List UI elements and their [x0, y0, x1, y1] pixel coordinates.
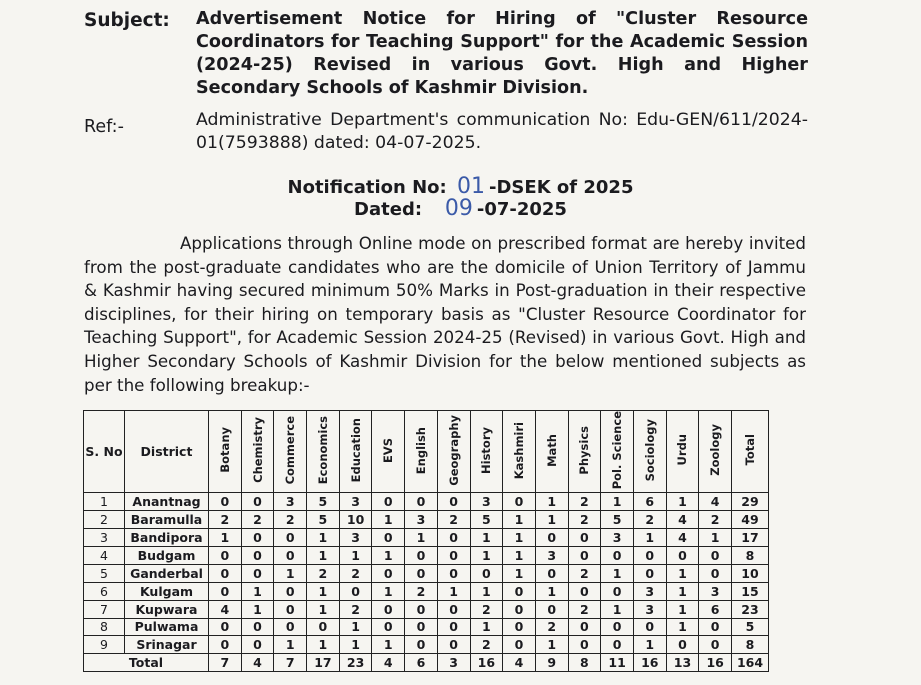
total-value-cell: 16	[633, 654, 666, 672]
row-sno: 2	[84, 511, 125, 529]
row-sno: 5	[84, 564, 125, 582]
row-value-cell: 6	[699, 600, 732, 618]
row-value-cell: 0	[503, 493, 536, 511]
total-value-cell: 4	[503, 654, 536, 672]
table-row	[84, 618, 769, 636]
row-total-cell: 8	[732, 636, 769, 654]
row-value-cell: 1	[437, 582, 470, 600]
total-label: Total	[84, 654, 209, 672]
total-value-cell: 3	[437, 654, 470, 672]
row-value-cell: 0	[601, 582, 634, 600]
row-value-cell: 0	[209, 564, 242, 582]
notification-dated-handwritten: 09	[444, 196, 473, 221]
header-subject-label: Education	[348, 417, 363, 483]
row-value-cell: 0	[601, 636, 634, 654]
row-value-cell: 0	[633, 618, 666, 636]
row-value-cell: 1	[372, 582, 405, 600]
row-value-cell: 2	[241, 511, 274, 529]
row-value-cell: 3	[601, 529, 634, 547]
row-value-cell: 0	[274, 618, 307, 636]
row-value-cell: 4	[699, 493, 732, 511]
subject-breakup-table	[83, 410, 769, 672]
row-value-cell: 1	[601, 493, 634, 511]
row-value-cell: 2	[470, 600, 503, 618]
row-value-cell: 0	[209, 493, 242, 511]
row-value-cell: 1	[535, 511, 568, 529]
row-sno: 3	[84, 529, 125, 547]
header-subject	[274, 411, 307, 493]
header-subject	[503, 411, 536, 493]
header-subject	[339, 411, 372, 493]
notification-no-handwritten: 01	[457, 174, 486, 199]
row-value-cell: 2	[568, 511, 601, 529]
header-subject-label: Kashmiri	[512, 421, 527, 479]
row-value-cell: 0	[209, 618, 242, 636]
header-subject-label: Botany	[217, 427, 232, 473]
row-total-cell: 15	[732, 582, 769, 600]
row-value-cell: 0	[699, 564, 732, 582]
row-value-cell: 0	[241, 618, 274, 636]
row-value-cell: 1	[601, 564, 634, 582]
row-value-cell: 1	[405, 529, 438, 547]
header-subject-label: English	[413, 426, 428, 474]
row-value-cell: 0	[405, 636, 438, 654]
row-value-cell: 0	[241, 493, 274, 511]
row-value-cell: 0	[699, 546, 732, 564]
table-row	[84, 511, 769, 529]
row-value-cell: 4	[209, 600, 242, 618]
row-value-cell: 0	[666, 636, 699, 654]
row-value-cell: 2	[307, 564, 340, 582]
row-value-cell: 0	[568, 582, 601, 600]
row-value-cell: 2	[437, 511, 470, 529]
row-value-cell: 0	[437, 529, 470, 547]
row-value-cell: 1	[339, 636, 372, 654]
header-subject-label: Sociology	[642, 418, 657, 482]
table-row	[84, 636, 769, 654]
notification-dated-prefix: Dated:	[354, 199, 423, 220]
row-value-cell: 1	[470, 546, 503, 564]
row-total-cell: 10	[732, 564, 769, 582]
row-value-cell: 3	[339, 529, 372, 547]
table-total-row	[84, 654, 769, 672]
row-value-cell: 0	[372, 529, 405, 547]
table-row	[84, 600, 769, 618]
row-value-cell: 10	[339, 511, 372, 529]
header-subject-label: EVS	[381, 437, 396, 463]
row-value-cell: 0	[437, 493, 470, 511]
header-subject	[699, 411, 732, 493]
row-value-cell: 0	[209, 546, 242, 564]
total-value-cell: 23	[339, 654, 372, 672]
row-value-cell: 0	[405, 600, 438, 618]
table-row	[84, 529, 769, 547]
row-value-cell: 1	[274, 564, 307, 582]
total-value-cell: 9	[535, 654, 568, 672]
row-value-cell: 0	[372, 564, 405, 582]
row-value-cell: 1	[503, 564, 536, 582]
row-value-cell: 1	[241, 600, 274, 618]
row-value-cell: 0	[633, 564, 666, 582]
total-value-cell: 4	[241, 654, 274, 672]
total-value-cell: 17	[307, 654, 340, 672]
header-subject-label: Urdu	[675, 434, 690, 466]
row-value-cell: 0	[307, 618, 340, 636]
row-total-cell: 49	[732, 511, 769, 529]
row-value-cell: 0	[339, 582, 372, 600]
table-row	[84, 582, 769, 600]
total-value-cell: 7	[274, 654, 307, 672]
reference-label: Ref:-	[84, 117, 124, 137]
row-value-cell: 4	[666, 511, 699, 529]
table-row	[84, 546, 769, 564]
row-value-cell: 1	[372, 546, 405, 564]
row-district: Baramulla	[125, 511, 209, 529]
body-paragraph	[84, 232, 806, 397]
row-value-cell: 1	[307, 529, 340, 547]
row-value-cell: 2	[339, 600, 372, 618]
row-value-cell: 1	[470, 618, 503, 636]
row-value-cell: 0	[372, 618, 405, 636]
row-value-cell: 0	[633, 546, 666, 564]
row-sno: 6	[84, 582, 125, 600]
header-subject	[437, 411, 470, 493]
row-district: Kulgam	[125, 582, 209, 600]
header-subject-label: Economics	[315, 416, 330, 485]
row-value-cell: 2	[405, 582, 438, 600]
row-value-cell: 3	[633, 582, 666, 600]
row-value-cell: 0	[241, 529, 274, 547]
row-value-cell: 1	[372, 511, 405, 529]
header-subject	[535, 411, 568, 493]
header-district: District	[125, 411, 209, 493]
row-value-cell: 1	[535, 493, 568, 511]
table-row	[84, 564, 769, 582]
row-value-cell: 0	[241, 546, 274, 564]
row-value-cell: 0	[209, 582, 242, 600]
row-value-cell: 0	[535, 564, 568, 582]
row-value-cell: 0	[470, 564, 503, 582]
notification-dated-suffix: -07-2025	[476, 199, 567, 220]
row-value-cell: 2	[535, 618, 568, 636]
row-value-cell: 2	[274, 511, 307, 529]
row-value-cell: 2	[633, 511, 666, 529]
row-value-cell: 0	[535, 600, 568, 618]
row-value-cell: 1	[339, 618, 372, 636]
row-value-cell: 0	[241, 636, 274, 654]
row-value-cell: 1	[666, 493, 699, 511]
total-value-cell: 16	[470, 654, 503, 672]
row-total-cell: 23	[732, 600, 769, 618]
header-subject	[307, 411, 340, 493]
row-value-cell: 0	[209, 636, 242, 654]
row-value-cell: 0	[601, 618, 634, 636]
row-value-cell: 1	[503, 529, 536, 547]
row-value-cell: 1	[633, 636, 666, 654]
row-value-cell: 3	[470, 493, 503, 511]
row-value-cell: 2	[699, 511, 732, 529]
total-value-cell: 13	[666, 654, 699, 672]
row-value-cell: 3	[699, 582, 732, 600]
row-value-cell: 0	[568, 618, 601, 636]
header-subject	[209, 411, 242, 493]
row-sno: 4	[84, 546, 125, 564]
header-subject-label: Zoology	[708, 424, 723, 476]
row-value-cell: 1	[372, 636, 405, 654]
row-total-cell: 17	[732, 529, 769, 547]
header-sno: S. No	[84, 411, 125, 493]
header-total-label: Total	[743, 434, 757, 466]
row-value-cell: 3	[405, 511, 438, 529]
row-value-cell: 1	[666, 582, 699, 600]
row-value-cell: 0	[437, 564, 470, 582]
total-value-cell: 4	[372, 654, 405, 672]
row-value-cell: 1	[209, 529, 242, 547]
row-value-cell: 3	[535, 546, 568, 564]
header-subject	[601, 411, 634, 493]
row-sno: 9	[84, 636, 125, 654]
row-value-cell: 3	[633, 600, 666, 618]
row-value-cell: 2	[470, 636, 503, 654]
total-value-cell: 11	[601, 654, 634, 672]
table-header-row	[84, 411, 769, 493]
row-value-cell: 1	[503, 511, 536, 529]
row-value-cell: 0	[241, 564, 274, 582]
header-subject-label: Chemistry	[250, 417, 265, 484]
row-value-cell: 1	[503, 546, 536, 564]
row-value-cell: 0	[699, 636, 732, 654]
row-district: Srinagar	[125, 636, 209, 654]
header-subject	[372, 411, 405, 493]
row-value-cell: 5	[307, 493, 340, 511]
row-value-cell: 0	[437, 618, 470, 636]
header-subject-label: History	[479, 426, 494, 474]
row-value-cell: 0	[437, 600, 470, 618]
total-value-cell: 16	[699, 654, 732, 672]
row-value-cell: 0	[405, 564, 438, 582]
header-total	[732, 411, 769, 493]
row-value-cell: 1	[535, 582, 568, 600]
row-value-cell: 5	[307, 511, 340, 529]
row-value-cell: 2	[568, 564, 601, 582]
row-sno: 7	[84, 600, 125, 618]
header-subject	[568, 411, 601, 493]
row-district: Budgam	[125, 546, 209, 564]
row-value-cell: 0	[274, 600, 307, 618]
row-value-cell: 0	[405, 618, 438, 636]
row-district: Anantnag	[125, 493, 209, 511]
row-value-cell: 4	[666, 529, 699, 547]
row-district: Bandipora	[125, 529, 209, 547]
row-value-cell: 0	[601, 546, 634, 564]
row-value-cell: 1	[339, 546, 372, 564]
notification-no-prefix: Notification No:	[287, 177, 447, 198]
row-value-cell: 1	[601, 600, 634, 618]
row-value-cell: 1	[699, 529, 732, 547]
row-value-cell: 1	[666, 618, 699, 636]
total-value-cell: 7	[209, 654, 242, 672]
row-value-cell: 1	[666, 564, 699, 582]
row-value-cell: 0	[274, 546, 307, 564]
table-body	[84, 493, 769, 672]
header-subject	[633, 411, 666, 493]
row-value-cell: 2	[568, 493, 601, 511]
row-value-cell: 0	[568, 546, 601, 564]
row-district: Kupwara	[125, 600, 209, 618]
header-subject-label: Geography	[446, 414, 461, 486]
row-sno: 1	[84, 493, 125, 511]
header-subject-label: Pol. Science	[610, 411, 625, 490]
row-value-cell: 0	[503, 582, 536, 600]
row-value-cell: 2	[339, 564, 372, 582]
header-subject	[405, 411, 438, 493]
subject-label: Subject:	[84, 10, 170, 31]
row-value-cell: 0	[666, 546, 699, 564]
row-value-cell: 0	[503, 636, 536, 654]
row-district: Ganderbal	[125, 564, 209, 582]
row-value-cell: 1	[307, 636, 340, 654]
header-subject-label: Math	[544, 433, 559, 467]
header-subject	[666, 411, 699, 493]
header-subject-label: Commerce	[283, 415, 298, 485]
row-value-cell: 0	[503, 618, 536, 636]
row-value-cell: 0	[372, 493, 405, 511]
body-paragraph-text: Applications through Online mode on prescribed format are hereby invited from the post-graduate candidates who are the domicile of Union Territory of Jammu & Kashmir having secured minimum 50% Marks in Post-graduation in their respective disciplines, for their hiring on temporary basis as "Cluster Resource Coordinator for Teaching Support", for Academic Session 2024-25 (Revised) in various Govt. High and Higher Secondary Schools of Kashmir Division for the below mentioned subjects as per the following breakup:-	[84, 233, 806, 395]
row-value-cell: 0	[535, 529, 568, 547]
row-value-cell: 0	[372, 600, 405, 618]
row-value-cell: 0	[437, 546, 470, 564]
row-total-cell: 5	[732, 618, 769, 636]
row-value-cell: 3	[274, 493, 307, 511]
row-value-cell: 0	[437, 636, 470, 654]
row-value-cell: 0	[274, 529, 307, 547]
row-value-cell: 0	[405, 493, 438, 511]
total-value-cell: 8	[568, 654, 601, 672]
row-value-cell: 1	[470, 529, 503, 547]
total-value-cell: 6	[405, 654, 438, 672]
row-value-cell: 1	[666, 600, 699, 618]
row-value-cell: 2	[209, 511, 242, 529]
row-value-cell: 5	[601, 511, 634, 529]
row-total-cell: 8	[732, 546, 769, 564]
row-value-cell: 3	[339, 493, 372, 511]
row-value-cell: 6	[633, 493, 666, 511]
row-value-cell: 1	[307, 600, 340, 618]
header-subject	[241, 411, 274, 493]
notification-no-suffix: -DSEK of 2025	[489, 177, 634, 198]
row-value-cell: 0	[699, 618, 732, 636]
table-row	[84, 493, 769, 511]
row-district: Pulwama	[125, 618, 209, 636]
row-value-cell: 0	[405, 546, 438, 564]
total-value-cell: 164	[732, 654, 769, 672]
row-value-cell: 2	[568, 600, 601, 618]
row-value-cell: 1	[633, 529, 666, 547]
row-value-cell: 0	[503, 600, 536, 618]
row-value-cell: 1	[274, 636, 307, 654]
header-subject-label: Physics	[577, 425, 592, 475]
row-sno: 8	[84, 618, 125, 636]
row-value-cell: 0	[568, 529, 601, 547]
subject-text: Advertisement Notice for Hiring of "Cluster Resource Coordinators for Teaching Support" for the Academic Session (2024-25) Revised in various Govt. High and Higher Secondary Schools of Kashmir Division.	[196, 9, 808, 98]
row-value-cell: 0	[568, 636, 601, 654]
row-value-cell: 0	[274, 582, 307, 600]
row-value-cell: 5	[470, 511, 503, 529]
row-value-cell: 1	[307, 582, 340, 600]
notification-date	[0, 196, 921, 221]
row-value-cell: 1	[470, 582, 503, 600]
row-total-cell: 29	[732, 493, 769, 511]
reference-text: Administrative Department's communication No: Edu-GEN/611/2024-01(7593888) dated: 04-07-2025.	[196, 110, 808, 153]
row-value-cell: 1	[241, 582, 274, 600]
row-value-cell: 1	[307, 546, 340, 564]
header-subject	[470, 411, 503, 493]
row-value-cell: 1	[535, 636, 568, 654]
